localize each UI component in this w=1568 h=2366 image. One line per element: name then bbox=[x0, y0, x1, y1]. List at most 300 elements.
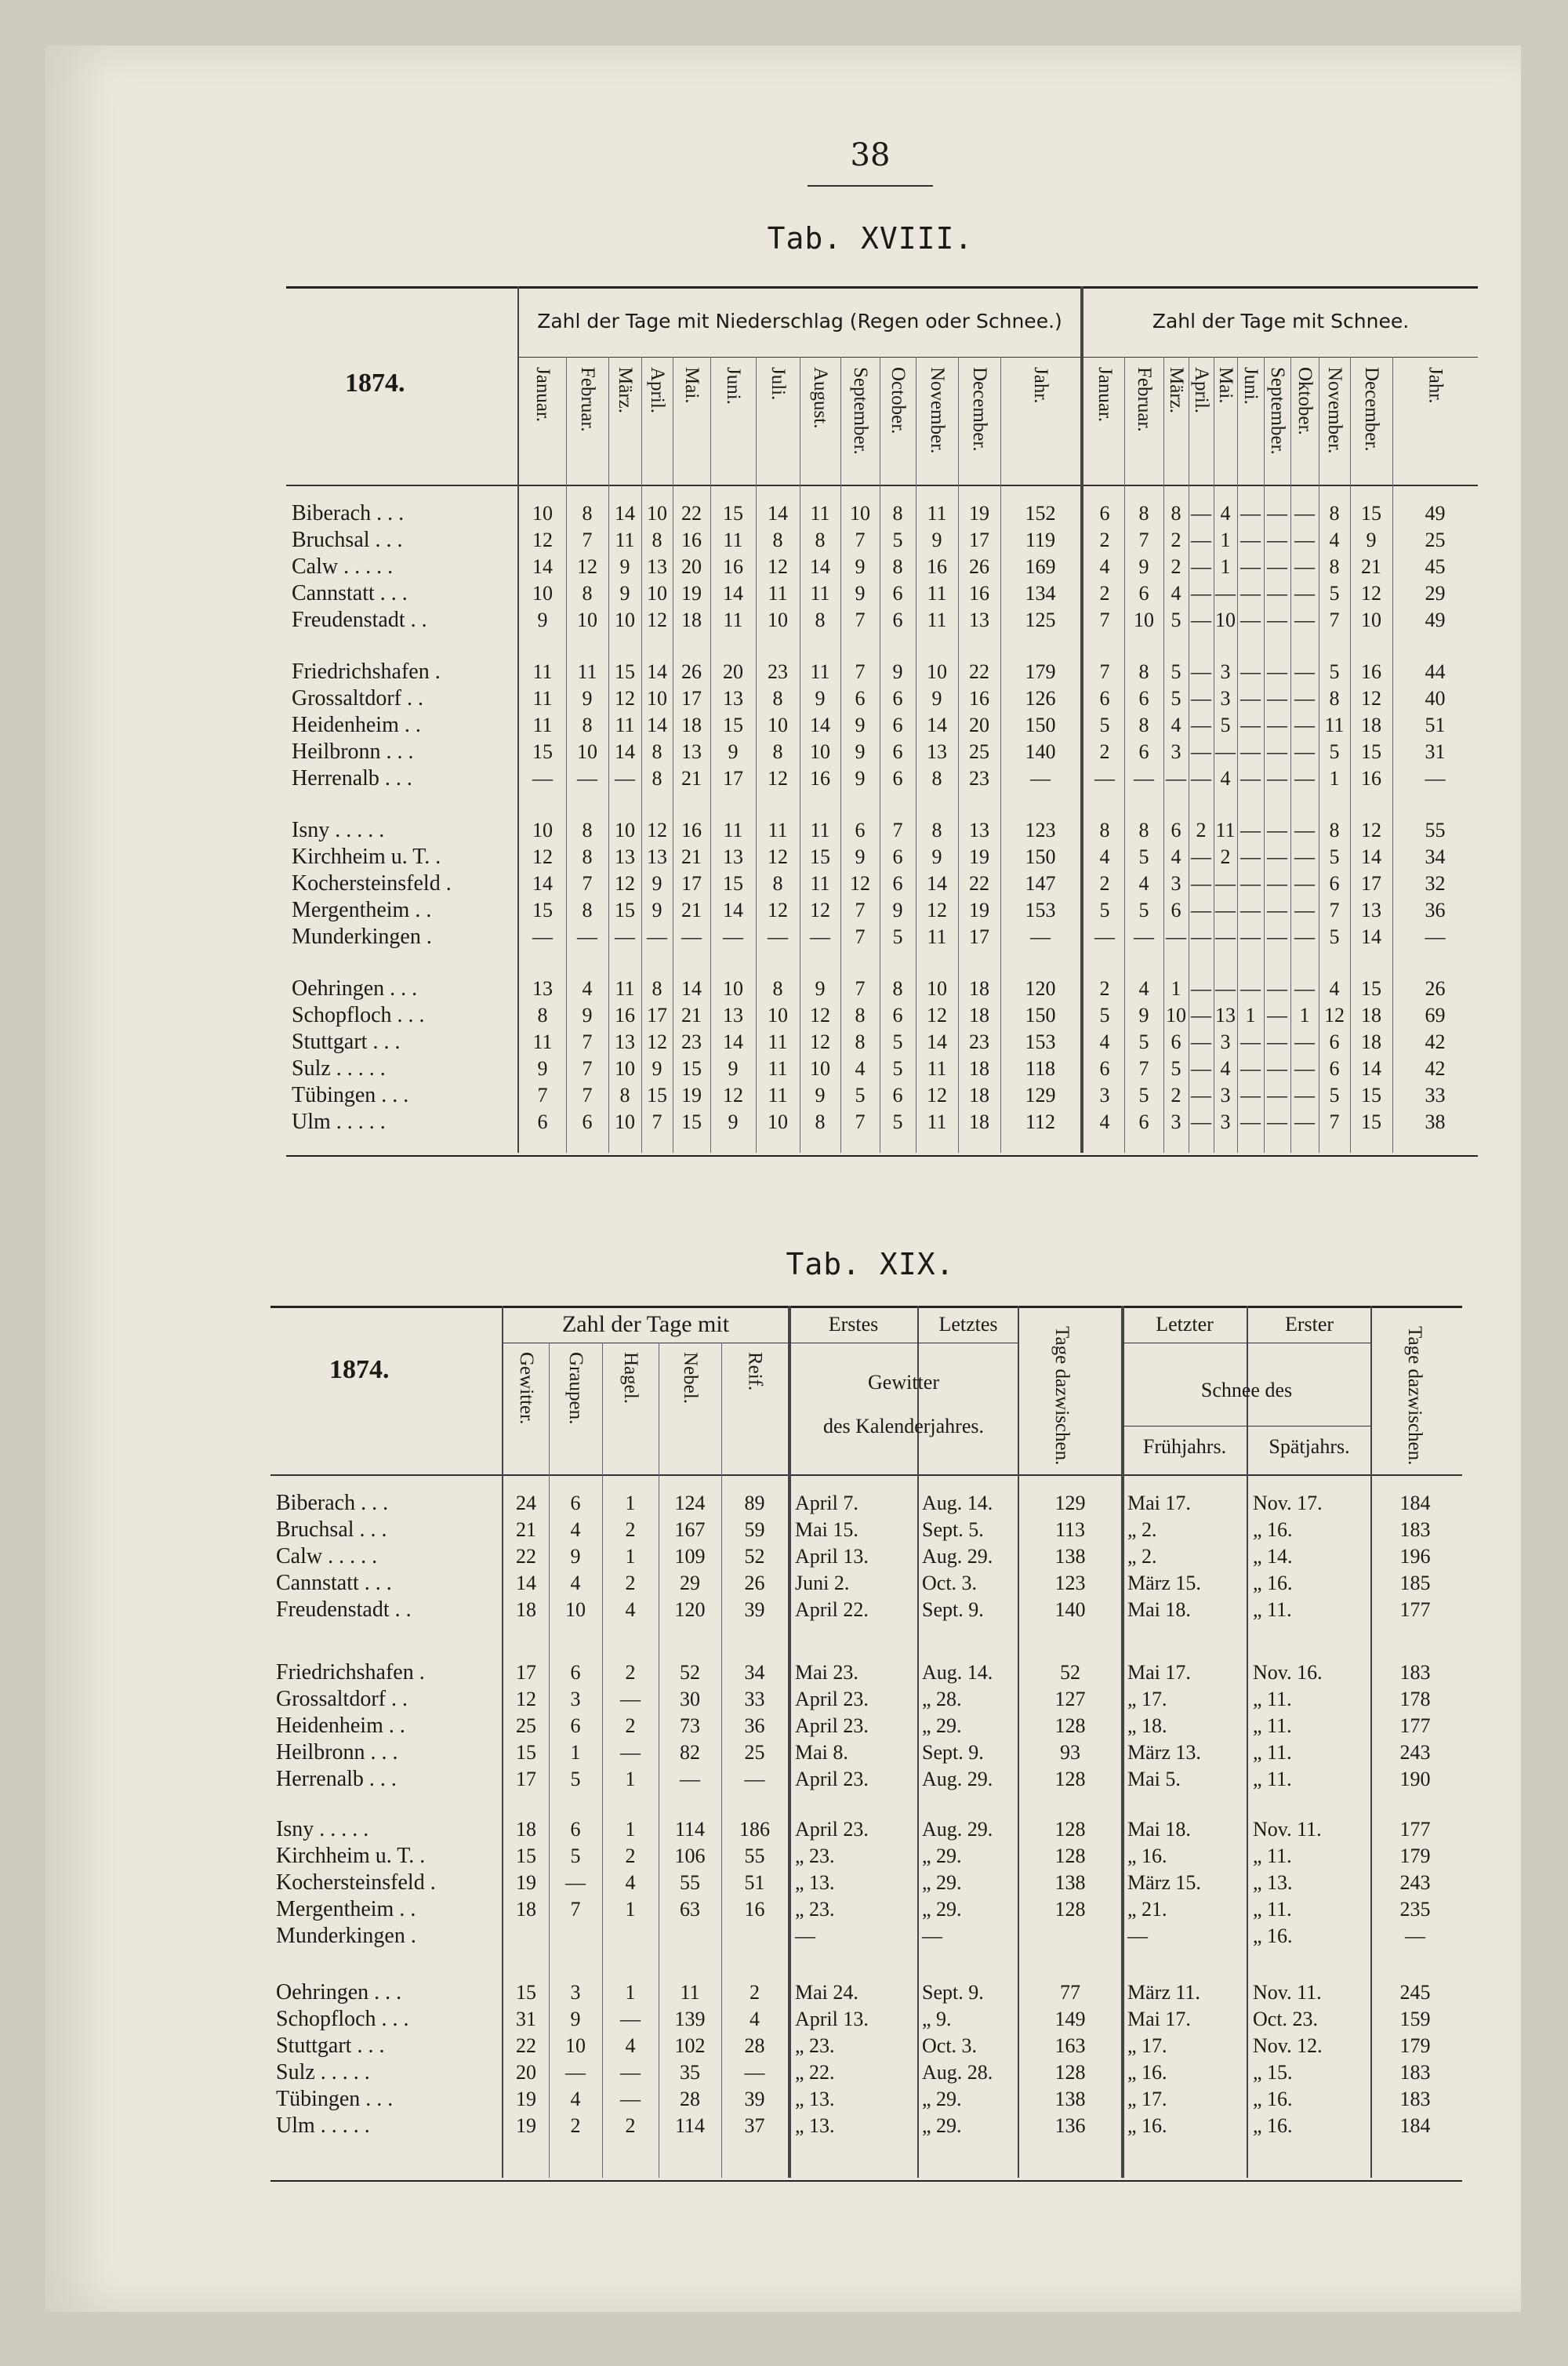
tab18-cell: — bbox=[1240, 1110, 1261, 1133]
tab18-cell: 14 bbox=[1361, 1057, 1381, 1080]
tab18-cell: 6 bbox=[892, 1084, 903, 1107]
tab18-cell: 5 bbox=[892, 925, 903, 948]
tab18-col-header: August. bbox=[810, 367, 831, 429]
tab18-cell: — bbox=[1267, 845, 1287, 868]
tab18-cell: 8 bbox=[815, 1110, 826, 1133]
tab18-cell: 32 bbox=[1425, 872, 1446, 895]
tab18-cell: — bbox=[1425, 767, 1446, 790]
tab18-cell: 26 bbox=[1425, 977, 1446, 1000]
tab19-snow-days-between: 178 bbox=[1399, 1688, 1431, 1710]
tab18-cell: 8 bbox=[582, 845, 593, 868]
tab19-cell: 28 bbox=[680, 2088, 700, 2110]
tab18-cell: — bbox=[1267, 1057, 1287, 1080]
tab18-cell: 22 bbox=[681, 502, 702, 525]
tab18-cell: 7 bbox=[652, 1110, 662, 1133]
tab19-place-name: Kirchheim u. T. . bbox=[276, 1844, 426, 1868]
tab18-cell: 6 bbox=[1171, 819, 1181, 841]
tab18-cell: — bbox=[1240, 714, 1261, 736]
tab18-cell: 118 bbox=[1025, 1057, 1056, 1080]
tab19-cell: 73 bbox=[680, 1714, 700, 1737]
tab18-cell: 3 bbox=[1171, 872, 1181, 895]
tab18-cell: 3 bbox=[1220, 1030, 1231, 1053]
tab18-cell: — bbox=[1191, 1084, 1211, 1107]
tab18-cell: 7 bbox=[892, 819, 903, 841]
tab19-first-snow: Nov. 11. bbox=[1253, 1818, 1322, 1841]
tab18-cell: 2 bbox=[1099, 872, 1110, 895]
tab19-first-snow: Nov. 16. bbox=[1253, 1661, 1323, 1684]
tab18-cell: 31 bbox=[1425, 740, 1446, 763]
tab18-group2-rule bbox=[1083, 357, 1478, 358]
tab18-cell: — bbox=[1191, 1030, 1211, 1053]
tab19-cell: — bbox=[744, 1768, 765, 1790]
tab18-cell: 6 bbox=[892, 687, 903, 710]
tab18-cell: 15 bbox=[1361, 1084, 1381, 1107]
tab18-cell: 4 bbox=[1138, 872, 1149, 895]
tab18-cell: — bbox=[1294, 819, 1315, 841]
tab18-cell: 10 bbox=[810, 740, 830, 763]
tab18-cell: 15 bbox=[681, 1057, 702, 1080]
tab18-cell: 9 bbox=[892, 899, 903, 921]
tab19-cell: 17 bbox=[516, 1661, 536, 1684]
tab18-col-header: November. bbox=[927, 367, 948, 454]
tab18-place-name: Friedrichshafen . bbox=[292, 660, 441, 684]
tab18-place-name: Mergentheim . . bbox=[292, 898, 432, 922]
tab19-last-storm: Sept. 9. bbox=[922, 1598, 984, 1621]
tab19-place-name: Calw . . . . . bbox=[276, 1544, 378, 1568]
tab18-cell: 10 bbox=[1361, 609, 1381, 631]
tab18-cell: — bbox=[1166, 925, 1186, 948]
tab18-cell: 10 bbox=[615, 1057, 635, 1080]
tab18-cell: 10 bbox=[810, 1057, 830, 1080]
tab18-place-name: Bruchsal . . . bbox=[292, 528, 403, 552]
tab18-cell: 9 bbox=[537, 1057, 548, 1080]
tab19-last-storm: Sept. 9. bbox=[922, 1981, 984, 2004]
tab18-col-header: October. bbox=[887, 367, 909, 434]
tab18-cell: — bbox=[1294, 740, 1315, 763]
tab18-col-header: Juni. bbox=[1240, 367, 1261, 405]
tab19-cell: 2 bbox=[625, 1572, 636, 1594]
tab18-cell: 8 bbox=[772, 977, 783, 1000]
tab19-cell: 120 bbox=[674, 1598, 706, 1621]
tab19-col-header: Reif. bbox=[744, 1352, 766, 1391]
tab18-cell: 18 bbox=[1361, 714, 1381, 736]
tab18-cell: — bbox=[532, 767, 553, 790]
tab18-cell: — bbox=[1240, 899, 1261, 921]
tab18-cell: 7 bbox=[582, 1057, 593, 1080]
tab18-cell: 10 bbox=[723, 977, 743, 1000]
tab18-cell: 8 bbox=[582, 819, 593, 841]
tab19-cell: 11 bbox=[680, 1981, 700, 2004]
tab19-cell: 89 bbox=[744, 1492, 765, 1514]
tab19-place-name: Oehringen . . . bbox=[276, 1980, 402, 2004]
tab19-col-header: Nebel. bbox=[680, 1352, 701, 1404]
tab19-first-snow: „ 11. bbox=[1253, 1768, 1292, 1790]
tab19-place-name: Cannstatt . . . bbox=[276, 1571, 392, 1595]
tab18-cell: — bbox=[1240, 529, 1261, 551]
tab18-cell: 8 bbox=[1138, 714, 1149, 736]
tab18-place-name: Oehringen . . . bbox=[292, 976, 418, 1001]
tab18-cell: — bbox=[1267, 687, 1287, 710]
tab18-col-header: April. bbox=[1191, 367, 1212, 414]
tab18-cell: 10 bbox=[927, 660, 947, 683]
tab19-last-storm: Aug. 14. bbox=[922, 1492, 993, 1514]
tab18-cell: 9 bbox=[652, 899, 662, 921]
tab19-days-between: 129 bbox=[1054, 1492, 1086, 1514]
tab19-cell: 4 bbox=[570, 2088, 581, 2110]
tab18-cell: 18 bbox=[1361, 1030, 1381, 1053]
tab19-last-snow: Mai 17. bbox=[1127, 1492, 1191, 1514]
tab18-place-name: Kochersteinsfeld . bbox=[292, 871, 452, 896]
tab19-cell: 51 bbox=[744, 1871, 765, 1894]
tab19-first-storm: „ 23. bbox=[795, 1844, 835, 1867]
tab19-place-name: Biberach . . . bbox=[276, 1491, 389, 1515]
tab19-cell: — bbox=[565, 1871, 586, 1894]
tab18-cell: 8 bbox=[652, 977, 662, 1000]
tab18-cell: 11 bbox=[810, 502, 830, 525]
tab18-cell: 9 bbox=[931, 687, 942, 710]
tab19-cell: — bbox=[744, 2061, 765, 2084]
tab19-first-storm: Mai 24. bbox=[795, 1981, 858, 2004]
tab19-first-snow: „ 11. bbox=[1253, 1714, 1292, 1737]
tab19-place-name: Tübingen . . . bbox=[276, 2087, 394, 2111]
tab18-cell: 10 bbox=[532, 582, 553, 605]
tab19-last-snow: „ 16. bbox=[1127, 2061, 1167, 2084]
tab18-cell: 16 bbox=[1361, 767, 1381, 790]
tab19-cell: — bbox=[620, 2088, 641, 2110]
tab18-place-name: Sulz . . . . . bbox=[292, 1056, 386, 1081]
tab19-snow-days-between: 184 bbox=[1399, 1492, 1431, 1514]
tab18-place-name: Heilbronn . . . bbox=[292, 740, 414, 764]
tab18-cell: 15 bbox=[532, 899, 553, 921]
tab18-header-rule bbox=[286, 485, 1478, 486]
tab18-place-name: Cannstatt . . . bbox=[292, 581, 408, 605]
tab18-cell: 140 bbox=[1025, 740, 1056, 763]
tab18-cell: 10 bbox=[615, 1110, 635, 1133]
tab18-cell: — bbox=[1191, 660, 1211, 683]
tab18-cell: 8 bbox=[772, 740, 783, 763]
tab19-schnee: Schnee des bbox=[1200, 1379, 1293, 1401]
tab18-cell: 123 bbox=[1025, 819, 1056, 841]
tab18-cell: 11 bbox=[810, 872, 830, 895]
tab18-cell: 10 bbox=[1215, 609, 1236, 631]
tab18-cell: — bbox=[1191, 845, 1211, 868]
tab18-cell: 10 bbox=[1134, 609, 1154, 631]
tab18-cell: 15 bbox=[1361, 502, 1381, 525]
tab18-cell: 9 bbox=[619, 582, 630, 605]
tab18-cell: 13 bbox=[969, 819, 989, 841]
tab18-cell: 20 bbox=[969, 714, 989, 736]
tab18-cell: 8 bbox=[815, 609, 826, 631]
tab18-col-header: April. bbox=[647, 367, 668, 414]
tab19-snow-days-between: 184 bbox=[1399, 2114, 1431, 2137]
tab18-cell: 8 bbox=[582, 714, 593, 736]
tab18-cell: 12 bbox=[615, 872, 635, 895]
tab18-cell: 9 bbox=[1138, 1004, 1149, 1027]
tab18-col-header: März. bbox=[615, 367, 636, 413]
tab19-first-snow: „ 16. bbox=[1253, 1518, 1293, 1541]
tab19-first-snow: „ 16. bbox=[1253, 1572, 1293, 1594]
tab18-cell: 5 bbox=[1171, 687, 1181, 710]
tab18-cell: 36 bbox=[1425, 899, 1446, 921]
tab18-cell: — bbox=[1240, 1030, 1261, 1053]
tab18-cell: 8 bbox=[772, 687, 783, 710]
tab18-cell: 16 bbox=[1361, 660, 1381, 683]
tab18-cell: — bbox=[1191, 502, 1211, 525]
tab18-cell: — bbox=[1240, 660, 1261, 683]
tab18-cell: 2 bbox=[1171, 555, 1181, 578]
tab18-cell: — bbox=[1267, 872, 1287, 895]
tab18-cell: 112 bbox=[1025, 1110, 1056, 1133]
tab19-last-storm: „ 29. bbox=[922, 2114, 962, 2137]
tab19-col-header: Graupen. bbox=[565, 1352, 586, 1425]
tab18-cell: 8 bbox=[1329, 687, 1340, 710]
tab18-cell: 29 bbox=[1425, 582, 1446, 605]
tab19-cell: 2 bbox=[625, 2114, 636, 2137]
tab19-last-snow: „ 18. bbox=[1127, 1714, 1167, 1737]
tab18-cell: 20 bbox=[723, 660, 743, 683]
tab18-place-name: Isny . . . . . bbox=[292, 818, 385, 842]
tab18-cell: — bbox=[1030, 925, 1051, 948]
tab19-first-snow: „ 11. bbox=[1253, 1741, 1292, 1764]
tab18-cell: — bbox=[1191, 609, 1211, 631]
tab18-cell: 8 bbox=[772, 872, 783, 895]
tab19-col-header: Hagel. bbox=[620, 1352, 641, 1404]
tab19-days-between: 52 bbox=[1060, 1661, 1080, 1684]
tab18-cell: 4 bbox=[582, 977, 593, 1000]
tab18-col-header: Juni. bbox=[723, 367, 744, 405]
tab18-cell: 5 bbox=[1329, 582, 1340, 605]
tab18-cell: 11 bbox=[768, 819, 788, 841]
tab18-cell: — bbox=[1294, 977, 1315, 1000]
tab18-cell: 11 bbox=[723, 609, 743, 631]
tab18-cell: — bbox=[1191, 1110, 1211, 1133]
tab19-cell: — bbox=[680, 1768, 700, 1790]
tab19-last-storm: Aug. 28. bbox=[922, 2061, 993, 2084]
tab18-cell: 7 bbox=[855, 609, 866, 631]
tab18-cell: 12 bbox=[532, 529, 553, 551]
tab18-cell: 12 bbox=[647, 609, 667, 631]
tab18-cell: 5 bbox=[1171, 660, 1181, 683]
tab18-cell: 4 bbox=[855, 1057, 866, 1080]
tab18-cell: 13 bbox=[647, 845, 667, 868]
tab18-cell: 21 bbox=[681, 845, 702, 868]
tab18-cell: 129 bbox=[1025, 1084, 1056, 1107]
tab18-cell: 7 bbox=[1138, 529, 1149, 551]
tab19-last-storm: „ 29. bbox=[922, 1871, 962, 1894]
tab18-cell: 14 bbox=[927, 714, 947, 736]
tab18-cell: 6 bbox=[1329, 872, 1340, 895]
tab18-cell: 7 bbox=[855, 1110, 866, 1133]
tab19-first-snow: Nov. 11. bbox=[1253, 1981, 1322, 2004]
tab19-snow-days-between: 245 bbox=[1399, 1981, 1431, 2004]
tab19-cell: 9 bbox=[570, 1545, 581, 1568]
tab18-cell: 11 bbox=[615, 529, 635, 551]
tab19-first-snow: „ 11. bbox=[1253, 1898, 1292, 1921]
tab18-cell: 4 bbox=[1171, 845, 1181, 868]
tab19-first-storm: Juni 2. bbox=[795, 1572, 850, 1594]
tab19-kalender: des Kalenderjahres. bbox=[822, 1415, 985, 1437]
tab19-letztes: Letztes bbox=[938, 1313, 998, 1336]
tab18-cell: 10 bbox=[647, 582, 667, 605]
tab18-col-header: Jahr. bbox=[1030, 367, 1051, 404]
tab18-cell: 13 bbox=[969, 609, 989, 631]
tab19-place-name: Grossaltdorf . . bbox=[276, 1687, 408, 1711]
tab19-place-name: Schopfloch . . . bbox=[276, 2007, 409, 2031]
tab18-cell: 9 bbox=[1366, 529, 1377, 551]
tab18-cell: — bbox=[1240, 740, 1261, 763]
tab18-cell: — bbox=[1294, 1030, 1315, 1053]
tab18-cell: 12 bbox=[810, 1004, 830, 1027]
tab19-snow-days-between: 183 bbox=[1399, 1518, 1431, 1541]
tab19-first-storm: Mai 15. bbox=[795, 1518, 858, 1541]
tab18-col-header: September. bbox=[1267, 367, 1288, 455]
tab18-cell: 9 bbox=[855, 767, 866, 790]
tab18-cell: 2 bbox=[1099, 977, 1110, 1000]
tab18-cell: — bbox=[647, 925, 667, 948]
tab18-cell: 6 bbox=[892, 872, 903, 895]
tab18-cell: 14 bbox=[927, 872, 947, 895]
tab18-cell: 6 bbox=[892, 740, 903, 763]
tab19-group1-heading: Zahl der Tage mit bbox=[561, 1311, 730, 1337]
tab18-cell: 9 bbox=[728, 1057, 739, 1080]
tab19-days-between: 77 bbox=[1060, 1981, 1080, 2004]
tab18-cell: 19 bbox=[969, 502, 989, 525]
tab19-first-storm: April 23. bbox=[795, 1714, 869, 1737]
tab19-tage1: Tage dazwischen. bbox=[1051, 1326, 1073, 1466]
tab18-cell: — bbox=[810, 925, 830, 948]
tab18-cell: — bbox=[1267, 1030, 1287, 1053]
tab18-cell: 8 bbox=[772, 529, 783, 551]
tab18-cell: 8 bbox=[1329, 555, 1340, 578]
tab18-cell: 1 bbox=[1220, 555, 1231, 578]
tab19-place-name: Heidenheim . . bbox=[276, 1714, 405, 1738]
tab18-cell: 6 bbox=[1138, 740, 1149, 763]
tab18-cell: 11 bbox=[615, 714, 635, 736]
tab18-cell: 11 bbox=[723, 819, 743, 841]
tab19-cell: 39 bbox=[744, 1598, 765, 1621]
tab18-cell: — bbox=[1240, 1084, 1261, 1107]
tab18-cell: 6 bbox=[1329, 1030, 1340, 1053]
tab19-days-between: 93 bbox=[1060, 1741, 1080, 1764]
tab19-first-snow: „ 11. bbox=[1253, 1598, 1292, 1621]
tab19-last-snow: Mai 18. bbox=[1127, 1818, 1191, 1841]
tab19-first-snow: „ 14. bbox=[1253, 1545, 1293, 1568]
tab19-last-snow: Mai 5. bbox=[1127, 1768, 1181, 1790]
tab19-last-snow: „ 21. bbox=[1127, 1898, 1167, 1921]
tab18-cell: — bbox=[1191, 582, 1211, 605]
tab18-cell: 21 bbox=[681, 1004, 702, 1027]
tab19-cell: 25 bbox=[516, 1714, 536, 1737]
tab18-cell: 3 bbox=[1099, 1084, 1110, 1107]
tab18-cell: 13 bbox=[615, 1030, 635, 1053]
tab18-cell: 14 bbox=[723, 582, 743, 605]
tab18-cell: 12 bbox=[850, 872, 870, 895]
tab19-cell: 4 bbox=[570, 1518, 581, 1541]
tab19-cell: 52 bbox=[744, 1545, 765, 1568]
tab19-days-between: 128 bbox=[1054, 1818, 1086, 1841]
tab18-cell: 5 bbox=[855, 1084, 866, 1107]
tab18-cell: 11 bbox=[927, 1057, 947, 1080]
tab18-cell: — bbox=[1240, 582, 1261, 605]
tab18-cell: 5 bbox=[892, 529, 903, 551]
tab18-cell: 8 bbox=[815, 529, 826, 551]
tab19-snow-days-between: 177 bbox=[1399, 1598, 1431, 1621]
tab19-place-name: Munderkingen . bbox=[276, 1924, 416, 1948]
tab19-cell: 19 bbox=[516, 1871, 536, 1894]
tab19-days-between: 123 bbox=[1054, 1572, 1086, 1594]
tab19-year: 1874. bbox=[329, 1355, 390, 1384]
tab18-cell: — bbox=[1240, 609, 1261, 631]
tab19-days-between: 128 bbox=[1054, 1714, 1086, 1737]
tab18-cell: 3 bbox=[1220, 660, 1231, 683]
tab19-cell: 1 bbox=[625, 1492, 636, 1514]
tab19-last-storm: Sept. 9. bbox=[922, 1741, 984, 1764]
page-number: 38 bbox=[850, 137, 891, 173]
tab18-cell: — bbox=[1267, 740, 1287, 763]
tab18-cell: 150 bbox=[1025, 1004, 1056, 1027]
tab19-cell: 15 bbox=[516, 1981, 536, 2004]
tab18-place-name: Biberach . . . bbox=[292, 501, 405, 525]
tab19-days-between: 136 bbox=[1054, 2114, 1086, 2137]
tab18-cell: 6 bbox=[1138, 1110, 1149, 1133]
tab19-cell: — bbox=[620, 2008, 641, 2030]
tab19-first-snow: „ 13. bbox=[1253, 1871, 1293, 1894]
tab19-last-snow: „ 2. bbox=[1127, 1518, 1157, 1541]
tab18-cell: 6 bbox=[537, 1110, 548, 1133]
tab18-cell: — bbox=[1267, 1084, 1287, 1107]
tab18-cell: — bbox=[1294, 899, 1315, 921]
tab18-cell: 12 bbox=[532, 845, 553, 868]
tab18-cell: 6 bbox=[1099, 502, 1110, 525]
tab19-cell: — bbox=[620, 2061, 641, 2084]
tab19-last-storm: Aug. 14. bbox=[922, 1661, 993, 1684]
tab19-last-storm: „ 9. bbox=[922, 2008, 952, 2030]
tab19-place-name: Isny . . . . . bbox=[276, 1817, 369, 1841]
tab18-cell: 5 bbox=[1171, 1057, 1181, 1080]
tab18-cell: — bbox=[1191, 899, 1211, 921]
tab18-cell: 10 bbox=[768, 609, 788, 631]
page-number-rule bbox=[808, 185, 933, 187]
tab18-cell: — bbox=[1191, 740, 1211, 763]
tab18-cell: 15 bbox=[1361, 977, 1381, 1000]
tab18-cell: 14 bbox=[1361, 845, 1381, 868]
tab18-cell: 7 bbox=[582, 872, 593, 895]
tab18-cell: 17 bbox=[681, 687, 702, 710]
tab19-days-between: 128 bbox=[1054, 1768, 1086, 1790]
tab18-cell: 12 bbox=[927, 1084, 947, 1107]
tab19-snow-days-between: — bbox=[1405, 1924, 1425, 1947]
tab19-cell: 6 bbox=[570, 1818, 581, 1841]
tab18-cell: 7 bbox=[855, 529, 866, 551]
tab18-cell: 17 bbox=[681, 872, 702, 895]
tab18-cell: 5 bbox=[1099, 714, 1110, 736]
tab18-cell: 5 bbox=[1329, 660, 1340, 683]
tab18-cell: 12 bbox=[768, 767, 788, 790]
tab19-cell: 28 bbox=[744, 2034, 765, 2057]
tab18-cell: — bbox=[723, 925, 743, 948]
tab19-cell: 82 bbox=[680, 1741, 700, 1764]
tab18-cell: 14 bbox=[810, 714, 830, 736]
tab18-cell: 16 bbox=[927, 555, 947, 578]
tab19-first-storm: April 7. bbox=[795, 1492, 858, 1514]
tab18-cell: 8 bbox=[892, 555, 903, 578]
tab19-place-name: Sulz . . . . . bbox=[276, 2060, 370, 2084]
tab18-cell: 17 bbox=[723, 767, 743, 790]
tab18-cell: 11 bbox=[927, 502, 947, 525]
tab18-cell: 42 bbox=[1425, 1057, 1446, 1080]
tab18-cell: 17 bbox=[647, 1004, 667, 1027]
tab19-first-storm: „ 23. bbox=[795, 1898, 835, 1921]
